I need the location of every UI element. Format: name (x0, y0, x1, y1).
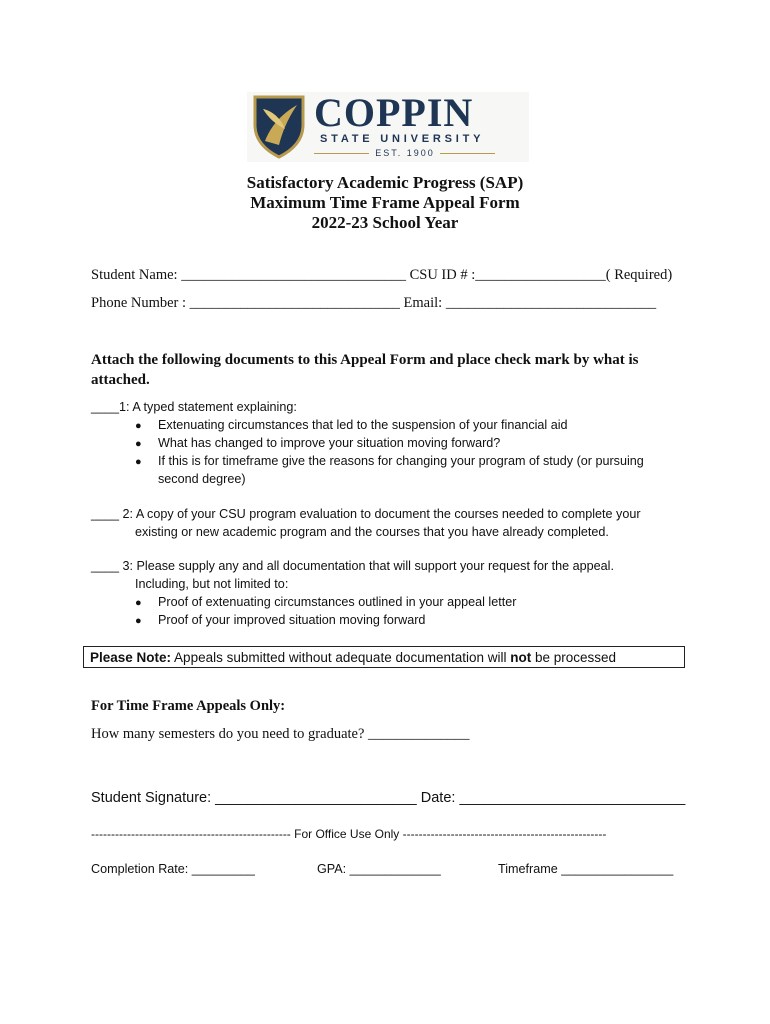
item3-bullet-2: Proof of your improved situation moving forward (158, 613, 426, 627)
note-text-after: be processed (531, 650, 617, 665)
university-logo (247, 92, 529, 162)
note-text (90, 649, 616, 666)
item1-bullet-2: What has changed to improve your situation moving forward? (158, 436, 501, 450)
list-item: ● (135, 597, 142, 609)
signature-date-field[interactable]: Student Signature: _________________________ Date: ____________________________ (91, 790, 686, 806)
attach-instruction: Attach the following documents to this Appeal Form and place check mark by what is attached. (91, 352, 639, 388)
item2-line2: existing or new academic program and the courses that you have already completed. (135, 525, 609, 539)
completion-rate-field[interactable]: Completion Rate: _________ (91, 862, 255, 876)
note-label: Please Note: (90, 650, 172, 665)
item2-line1[interactable]: ____ 2: A copy of your CSU program evaluation to document the courses needed to complete your (91, 507, 641, 521)
item3-bullet-1: Proof of extenuating circumstances outlined in your appeal letter (158, 595, 517, 609)
logo-wordmark: COPPIN (314, 90, 474, 135)
form-title-line1: Satisfactory Academic Progress (SAP) (246, 173, 524, 192)
phone-email-field[interactable]: Phone Number : _____________________________ Email: _____________________________ (91, 295, 657, 311)
logo-established (314, 147, 494, 159)
item1-bullet-3: If this is for timeframe give the reasons for changing your program of study (or pursuing (158, 454, 644, 468)
timeframe-heading: For Time Frame Appeals Only: (91, 698, 286, 714)
student-name-csu-id-field[interactable]: Student Name: _______________________________ CSU ID # :__________________( Required) (91, 267, 673, 283)
timeframe-field[interactable]: Timeframe ________________ (498, 862, 674, 876)
item3-line2: Including, but not limited to: (135, 577, 289, 591)
logo-subtitle: STATE UNIVERSITY (320, 133, 485, 145)
note-emphasis: not (510, 650, 532, 665)
list-item: ● (135, 456, 142, 468)
form-title-line3: 2022-23 School Year (311, 213, 459, 232)
list-item: ● (135, 438, 142, 450)
gpa-field[interactable]: GPA: _____________ (317, 862, 441, 876)
list-item: ● (135, 420, 142, 432)
item1-intro[interactable]: ____1: A typed statement explaining: (91, 400, 297, 414)
semesters-question-field[interactable]: How many semesters do you need to graduate? ______________ (91, 726, 470, 742)
office-use-divider: -------------------------------------------------- For Office Use Only --------------------------------------------------- (91, 827, 607, 841)
item1-bullet-3-cont: second degree) (158, 472, 246, 486)
item3-line1[interactable]: ____ 3: Please supply any and all documentation that will support your request for the appeal. (91, 559, 614, 573)
item1-bullet-1: Extenuating circumstances that led to the suspension of your financial aid (158, 418, 568, 432)
shield-icon (253, 95, 305, 159)
note-text-before: Appeals submitted without adequate documentation will (171, 650, 511, 665)
note-box (83, 646, 685, 668)
logo-established-text: EST. 1900 (375, 148, 435, 158)
form-title-line2: Maximum Time Frame Appeal Form (250, 193, 520, 212)
list-item: ● (135, 615, 142, 627)
